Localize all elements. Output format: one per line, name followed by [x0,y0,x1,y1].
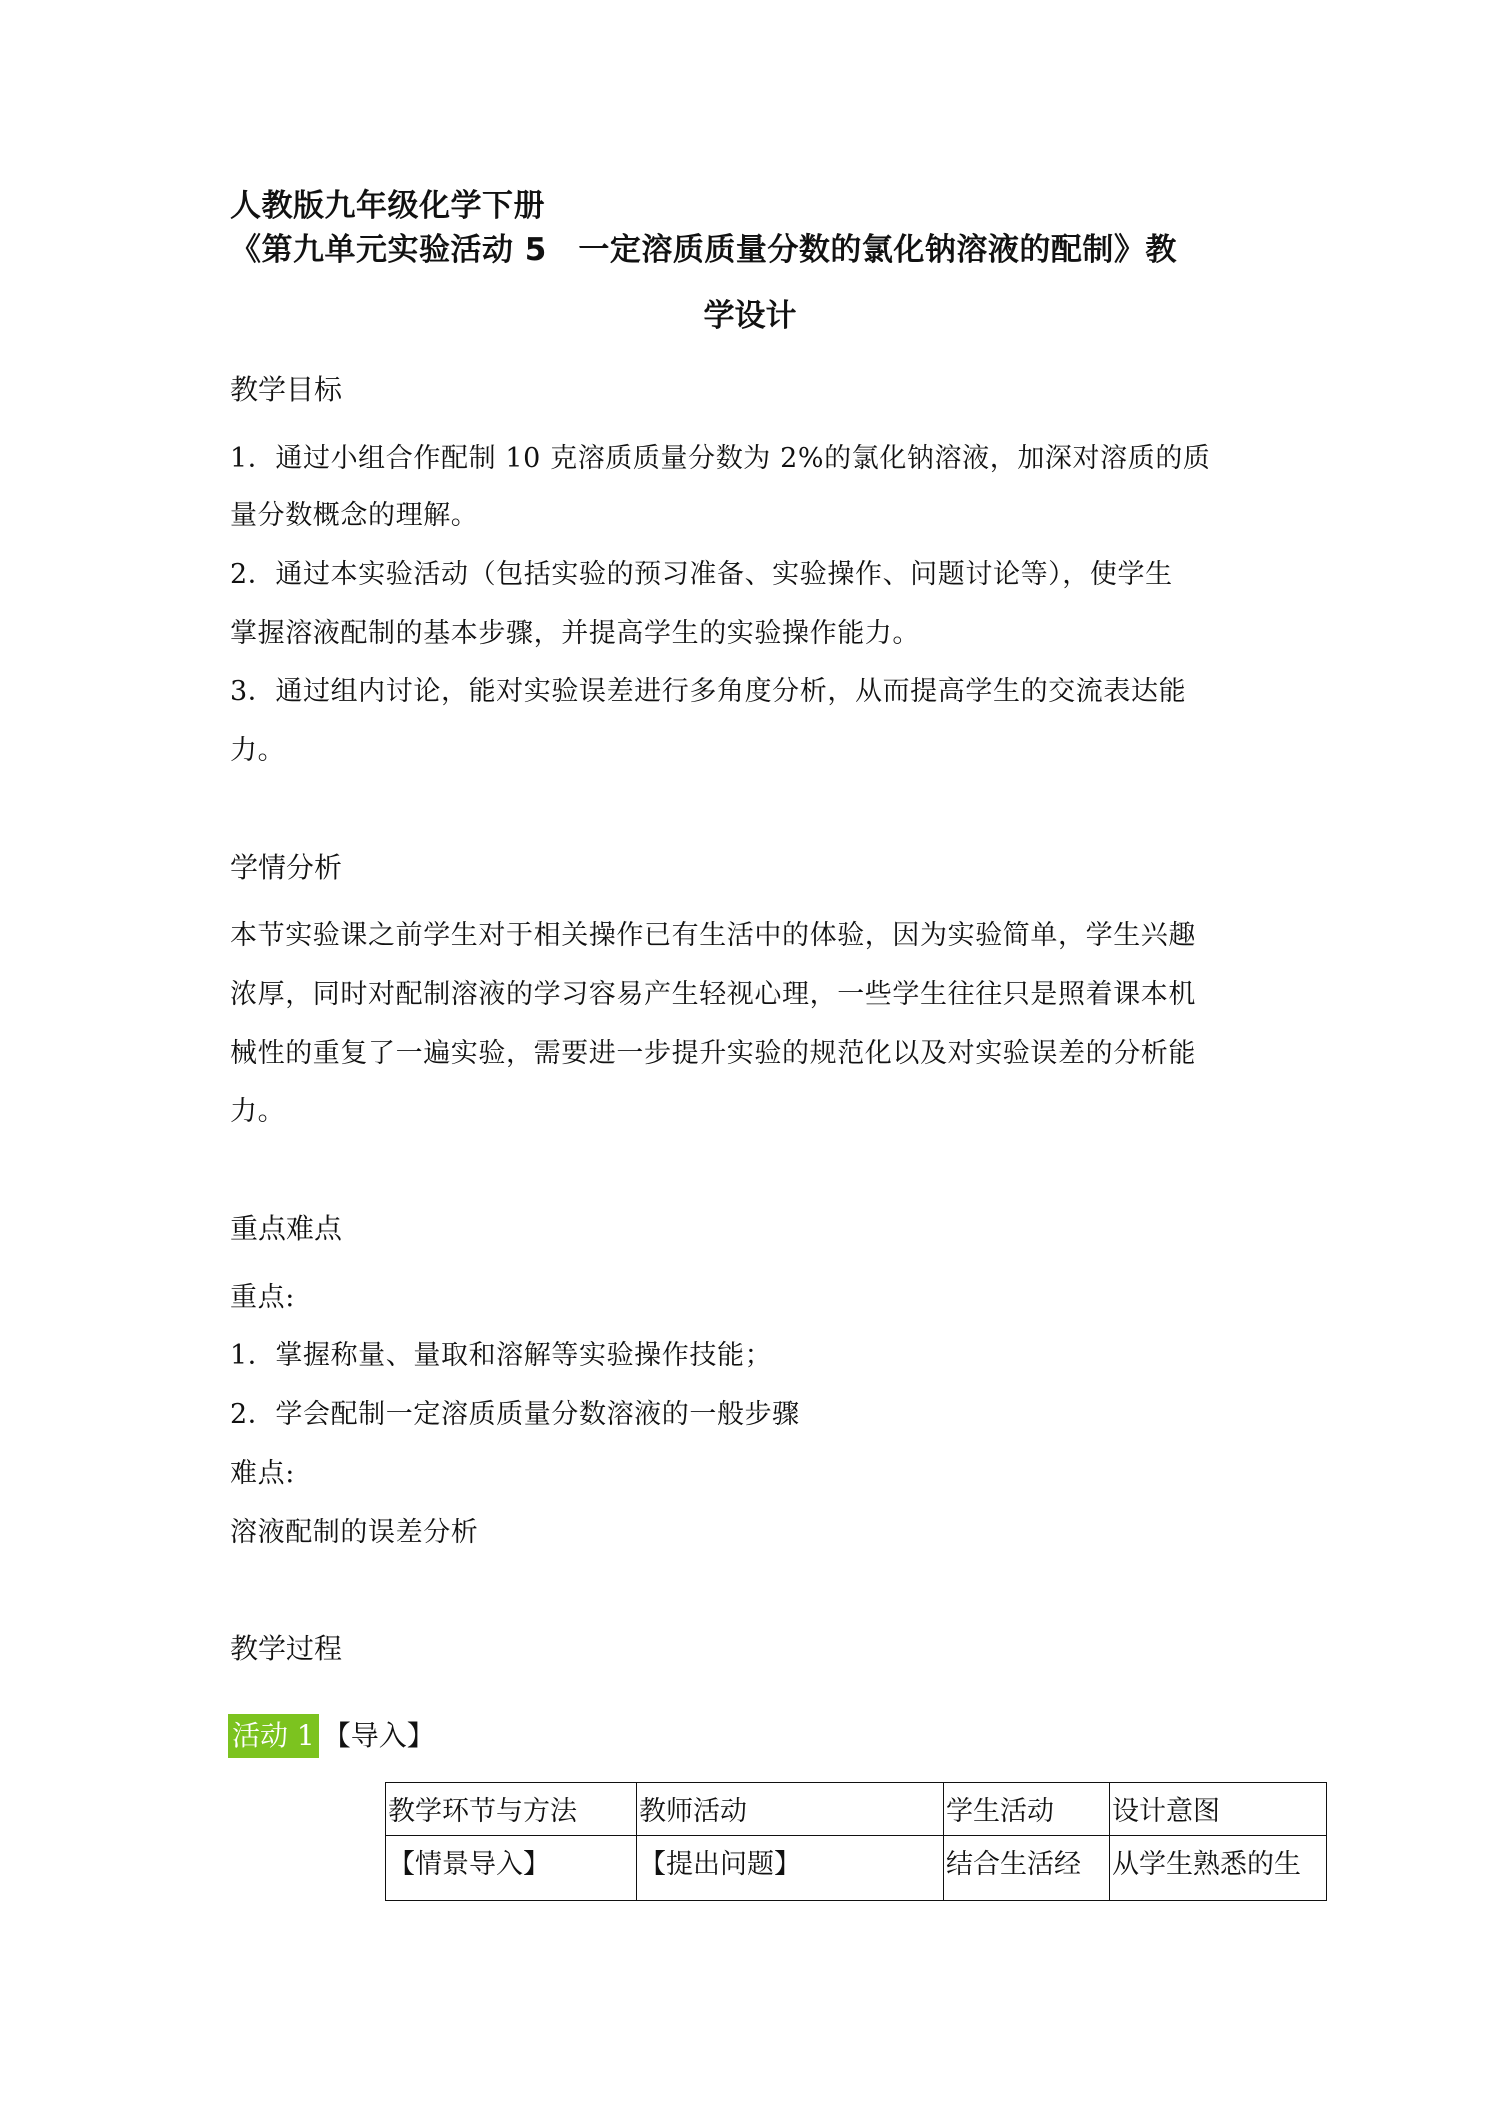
key-point-item-2: 2．学会配制一定溶质质量分数溶液的一般步骤 [230,1399,800,1430]
table-cell: 结合生活经 [944,1836,1110,1901]
table-header-row [386,1783,1327,1836]
table-cell: 【提出问题】 [637,1836,944,1901]
table-row [386,1836,1327,1901]
table-cell: 从学生熟悉的生 [1110,1836,1327,1901]
difficult-points-label: 难点: [230,1458,295,1489]
key-point-item-1: 1．掌握称量、量取和溶解等实验操作技能； [230,1340,773,1371]
process-table [385,1782,1327,1901]
analysis-line-4: 力。 [230,1096,286,1127]
document-title-line-2: 《第九单元实验活动 5 一定溶质质量分数的氯化钠溶液的配制》教 [230,232,1177,268]
table-header-cell: 教学环节与方法 [386,1783,637,1836]
table-cell: 【情景导入】 [386,1836,637,1901]
document-title-line-3: 学设计 [703,298,797,334]
activity-1-header [228,1714,435,1758]
objective-2-line-2: 掌握溶液配制的基本步骤，并提高学生的实验操作能力。 [230,618,920,649]
keypoints-heading: 重点难点 [230,1212,343,1245]
document-title-line-1: 人教版九年级化学下册 [230,188,545,224]
analysis-heading: 学情分析 [230,851,343,884]
objective-2-line-1: 2．通过本实验活动（包括实验的预习准备、实验操作、问题讨论等），使学生 [230,559,1173,590]
objective-1-line-1: 1．通过小组合作配制 10 克溶质质量分数为 2%的氯化钠溶液，加深对溶质的质 [230,443,1211,474]
table-header-cell: 教师活动 [637,1783,944,1836]
objective-1-line-2: 量分数概念的理解。 [230,500,479,531]
table-header-cell: 设计意图 [1110,1783,1327,1836]
analysis-line-2: 浓厚，同时对配制溶液的学习容易产生轻视心理，一些学生往往只是照着课本机 [230,979,1196,1010]
objectives-heading: 教学目标 [230,373,343,406]
objective-3-line-1: 3．通过组内讨论，能对实验误差进行多角度分析，从而提高学生的交流表达能 [230,676,1187,707]
activity-label: 【导入】 [322,1719,435,1752]
difficult-point-item-1: 溶液配制的误差分析 [230,1517,479,1548]
analysis-line-1: 本节实验课之前学生对于相关操作已有生活中的体验，因为实验简单，学生兴趣 [230,920,1196,951]
table-header-cell: 学生活动 [944,1783,1110,1836]
activity-tag: 活动 1 [228,1714,319,1758]
key-points-label: 重点: [230,1282,295,1313]
analysis-line-3: 械性的重复了一遍实验，需要进一步提升实验的规范化以及对实验误差的分析能 [230,1038,1196,1069]
process-heading: 教学过程 [230,1632,343,1665]
objective-3-line-2: 力。 [230,735,286,766]
